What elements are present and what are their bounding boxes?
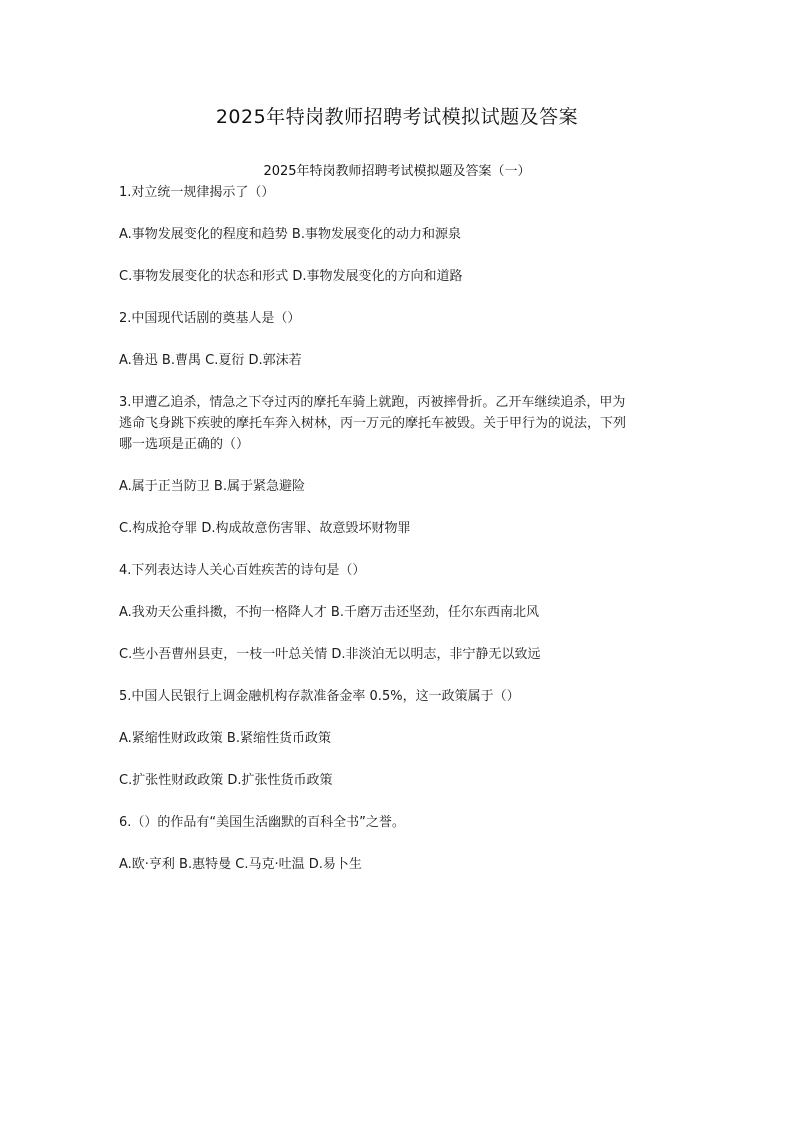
question-2-options: A.鲁迅 B.曹禺 C.夏衍 D.郭沫若 [119,353,302,368]
question-5-options-cd: C.扩张性财政政策 D.扩张性货币政策 [119,773,333,788]
document-title: 2025年特岗教师招聘考试模拟试题及答案 [215,106,579,128]
question-5-stem: 5.中国人民银行上调金融机构存款准备金率 0.5%，这一政策属于（） [119,689,520,704]
question-2-stem: 2.中国现代话剧的奠基人是（） [119,311,301,326]
question-3-options-cd: C.构成抢夺罪 D.构成故意伤害罪、故意毁坏财物罪 [119,521,411,536]
question-6-stem: 6.（）的作品有“美国生活幽默的百科全书”之誉。 [119,815,405,830]
question-6-options: A.欧·亨利 B.惠特曼 C.马克·吐温 D.易卜生 [119,857,362,872]
question-list [119,182,679,896]
question-1-stem: 1.对立统一规律揭示了（） [119,185,275,200]
question-3-stem-line-2: 逃命飞身跳下疾驶的摩托车奔入树林，丙一万元的摩托车被毁。关于甲行为的说法，下列 [119,416,627,431]
question-4-options-ab: A.我劝天公重抖擞，不拘一格降人才 B.千磨万击还坚劲，任尔东西南北风 [119,605,539,620]
question-5-options-ab: A.紧缩性财政政策 B.紧缩性货币政策 [119,731,331,746]
question-4-stem: 4.下列表达诗人关心百姓疾苦的诗句是（） [119,563,366,578]
question-4-options-cd: C.些小吾曹州县吏，一枝一叶总关情 D.非淡泊无以明志，非宁静无以致远 [119,647,541,662]
question-3-options-ab: A.属于正当防卫 B.属于紧急避险 [119,479,305,494]
section-title: 2025年特岗教师招聘考试模拟题及答案（一） [263,164,531,179]
question-1-options-cd: C.事物发展变化的状态和形式 D.事物发展变化的方向和道路 [119,269,463,284]
question-1-options-ab: A.事物发展变化的程度和趋势 B.事物发展变化的动力和源泉 [119,227,461,242]
question-3-stem-line-1: 3.甲遭乙追杀，情急之下夺过丙的摩托车骑上就跑，丙被摔骨折。乙开车继续追杀，甲为 [119,395,626,410]
question-3-stem-line-3: 哪一选项是正确的（） [119,437,250,452]
